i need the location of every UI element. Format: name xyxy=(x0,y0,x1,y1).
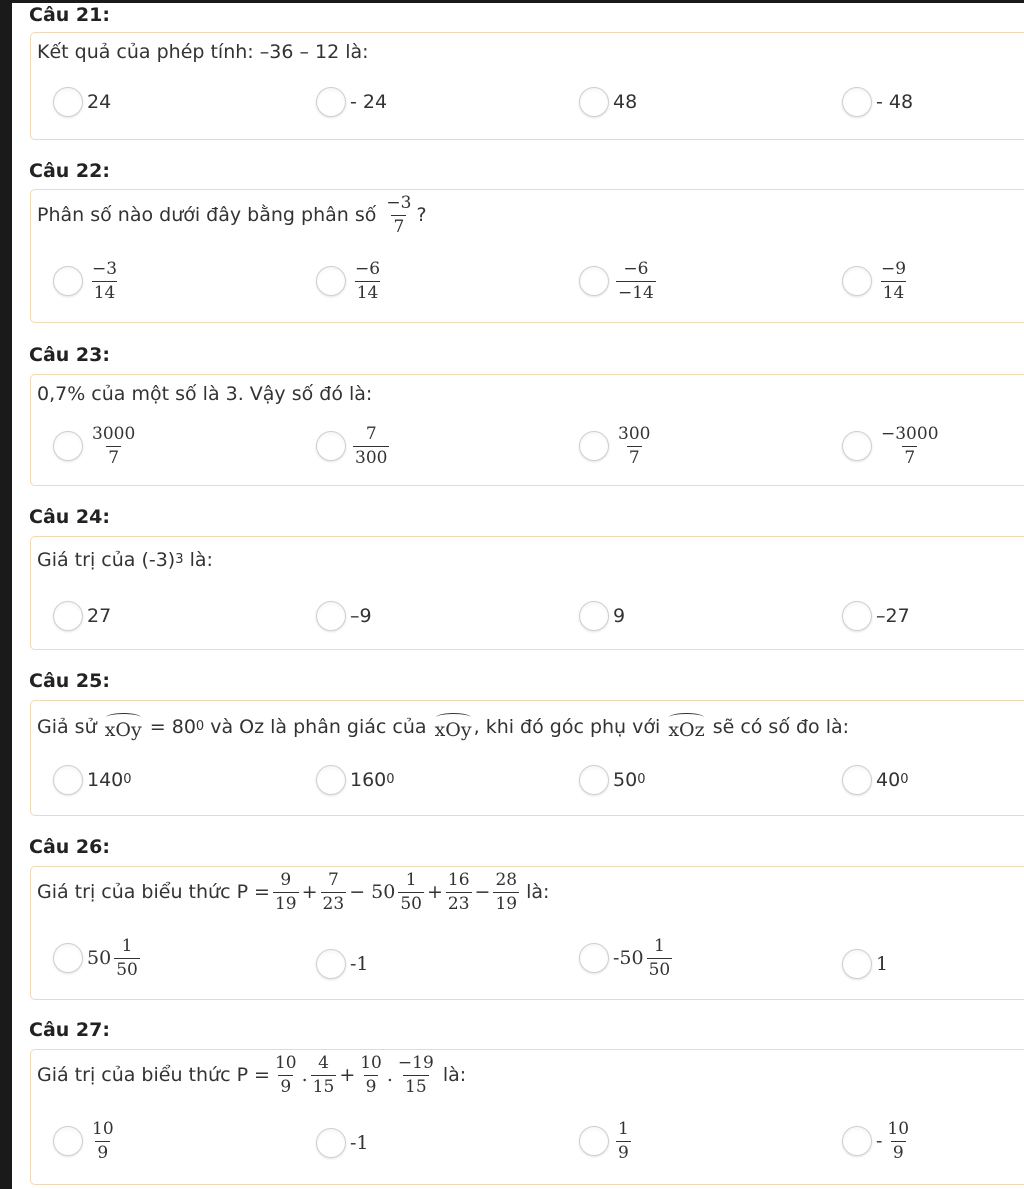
question-title: Câu 24: xyxy=(29,506,110,528)
fraction: $\frac{10}{9}$ xyxy=(360,1053,382,1097)
radio-button[interactable] xyxy=(316,765,346,795)
answer-option-a[interactable] xyxy=(53,260,122,302)
answer-option-d[interactable]: - $\frac{10}{9}$ xyxy=(842,1120,914,1162)
question-25 xyxy=(12,670,1024,820)
angle-symbol: xOz xyxy=(668,713,704,741)
radio-button[interactable] xyxy=(316,431,346,461)
radio-button[interactable] xyxy=(316,266,346,296)
question-title: Câu 21: xyxy=(29,4,110,26)
radio-button[interactable] xyxy=(53,765,83,795)
answer-option-c[interactable]: 48 xyxy=(579,87,637,117)
radio-button[interactable] xyxy=(579,601,609,631)
radio-button[interactable] xyxy=(579,431,609,461)
radio-button[interactable] xyxy=(316,601,346,631)
answer-option-d[interactable]: –27 xyxy=(842,601,910,631)
radio-button[interactable] xyxy=(842,87,872,117)
question-stem: Giá trị của biểu thức P = $\frac{10}{9}$ . $\frac{4}{15}$ + $\frac{10}{9}$ . $\frac{-19}{15}$ là: xyxy=(37,1053,467,1097)
question-stem: Giá trị của biểu thức P = $\frac{9}{19}$ + $\frac{7}{23}$ − 50 $\frac{1}{50}$ + $\frac{16}{23}$ − $\frac{28}{19}$ là: xyxy=(37,870,550,914)
question-26 xyxy=(12,836,1024,1006)
fraction: $\frac{-3}{7}$ xyxy=(386,193,412,237)
answer-option-b[interactable]: - 24 xyxy=(316,87,387,117)
fraction: $\frac{7}{300}$ xyxy=(355,424,388,468)
question-box xyxy=(30,374,1024,486)
fraction: $\frac{10}{9}$ xyxy=(274,1053,297,1097)
radio-button[interactable] xyxy=(842,601,872,631)
fraction: $\frac{300}{7}$ xyxy=(618,424,651,468)
mixed-number: 50 $\frac{1}{50}$ xyxy=(87,936,138,980)
answer-option-a[interactable]: 27 xyxy=(53,601,111,631)
question-title: Câu 27: xyxy=(29,1019,110,1041)
fraction: $\frac{4}{15}$ xyxy=(312,1053,335,1097)
answer-option-b[interactable]: 160 0 xyxy=(316,765,395,795)
fraction: $\frac{-3000}{7}$ xyxy=(881,424,939,468)
answer-option-c[interactable] xyxy=(579,1120,634,1162)
fraction: $\frac{9}{19}$ xyxy=(274,870,297,914)
radio-button[interactable] xyxy=(579,87,609,117)
answer-option-c[interactable]: 50 0 xyxy=(579,765,645,795)
answer-option-c[interactable] xyxy=(579,937,675,979)
radio-button[interactable] xyxy=(579,943,609,973)
fraction: $\frac{-3}{14}$ xyxy=(92,259,118,303)
question-21 xyxy=(12,4,1024,144)
angle-symbol: xOy xyxy=(435,713,472,741)
radio-button[interactable] xyxy=(53,87,83,117)
question-stem: Phân số nào dưới đây bằng phân số $\frac{-3}{7}$ ? xyxy=(37,193,427,237)
radio-button[interactable] xyxy=(842,1126,872,1156)
question-title: Câu 23: xyxy=(29,344,110,366)
question-title: Câu 26: xyxy=(29,836,110,858)
radio-button[interactable] xyxy=(53,266,83,296)
radio-button[interactable] xyxy=(579,266,609,296)
radio-button[interactable] xyxy=(842,266,872,296)
fraction: $\frac{28}{19}$ xyxy=(495,870,518,914)
question-23 xyxy=(12,344,1024,494)
question-box xyxy=(30,536,1024,650)
answer-option-a[interactable]: 140 0 xyxy=(53,765,132,795)
answer-option-d[interactable] xyxy=(842,260,911,302)
fraction: $\frac{1}{9}$ xyxy=(618,1119,629,1163)
radio-button[interactable] xyxy=(53,943,83,973)
radio-button[interactable] xyxy=(842,431,872,461)
radio-button[interactable] xyxy=(53,1126,83,1156)
radio-button[interactable] xyxy=(842,765,872,795)
fraction: $\frac{-9}{14}$ xyxy=(881,259,907,303)
top-edge-bar xyxy=(0,0,1024,3)
angle-symbol: xOy xyxy=(105,713,142,741)
answer-option-d[interactable]: 40 0 xyxy=(842,765,908,795)
radio-button[interactable] xyxy=(316,1128,346,1158)
question-box xyxy=(30,32,1024,140)
radio-button[interactable] xyxy=(579,1126,609,1156)
question-stem: Giá trị của (-3) 3 là: xyxy=(37,549,213,571)
answer-option-b[interactable]: -1 xyxy=(316,949,369,979)
answer-option-a[interactable] xyxy=(53,425,140,467)
mixed-number: -50 $\frac{1}{50}$ xyxy=(613,936,671,980)
question-27 xyxy=(12,1019,1024,1189)
fraction: $\frac{10}{9}$ xyxy=(92,1119,114,1163)
answer-option-b[interactable] xyxy=(316,260,385,302)
question-title: Câu 25: xyxy=(29,670,110,692)
question-22 xyxy=(12,160,1024,330)
question-box xyxy=(30,1049,1024,1185)
answer-option-a[interactable] xyxy=(53,937,143,979)
question-box xyxy=(30,866,1024,1000)
fraction: $\frac{-19}{15}$ xyxy=(397,1053,434,1097)
radio-button[interactable] xyxy=(579,765,609,795)
fraction: $\frac{16}{23}$ xyxy=(447,870,470,914)
answer-option-d[interactable] xyxy=(842,425,944,467)
answer-option-c[interactable] xyxy=(579,425,655,467)
fraction: $\frac{10}{9}$ xyxy=(887,1119,910,1163)
radio-button[interactable] xyxy=(316,949,346,979)
radio-button[interactable] xyxy=(842,949,872,979)
question-stem: 0,7% của một số là 3. Vậy số đó là: xyxy=(37,383,373,405)
question-title: Câu 22: xyxy=(29,160,110,182)
radio-button[interactable] xyxy=(53,601,83,631)
question-stem: Kết quả của phép tính: –36 – 12 là: xyxy=(37,41,369,63)
fraction: $\frac{-6}{-14}$ xyxy=(618,259,654,303)
fraction: $\frac{7}{23}$ xyxy=(322,870,345,914)
answer-option-c[interactable]: 9 xyxy=(579,601,625,631)
left-edge-bar xyxy=(0,0,12,1189)
answer-option-b[interactable]: –9 xyxy=(316,601,372,631)
answer-option-a[interactable]: 24 xyxy=(53,87,111,117)
radio-button[interactable] xyxy=(53,431,83,461)
radio-button[interactable] xyxy=(316,87,346,117)
question-stem: Giả sử xOy = 80 0 và Oz là phân giác của xOy , khi đó góc phụ với xOz sẽ có số đo là: xyxy=(37,713,849,741)
answer-option-d[interactable]: - 48 xyxy=(842,87,913,117)
answer-option-b[interactable]: -1 xyxy=(316,1128,369,1158)
question-box xyxy=(30,700,1024,816)
question-24 xyxy=(12,506,1024,656)
answer-option-d[interactable]: 1 xyxy=(842,949,888,979)
fraction: $\frac{3000}{7}$ xyxy=(92,424,136,468)
answer-option-b[interactable] xyxy=(316,425,392,467)
fraction: $\frac{-6}{14}$ xyxy=(355,259,381,303)
answer-option-a[interactable] xyxy=(53,1120,119,1162)
fraction: $\frac{1}{50}$ xyxy=(400,870,422,914)
answer-option-c[interactable] xyxy=(579,260,659,302)
question-box xyxy=(30,189,1024,323)
